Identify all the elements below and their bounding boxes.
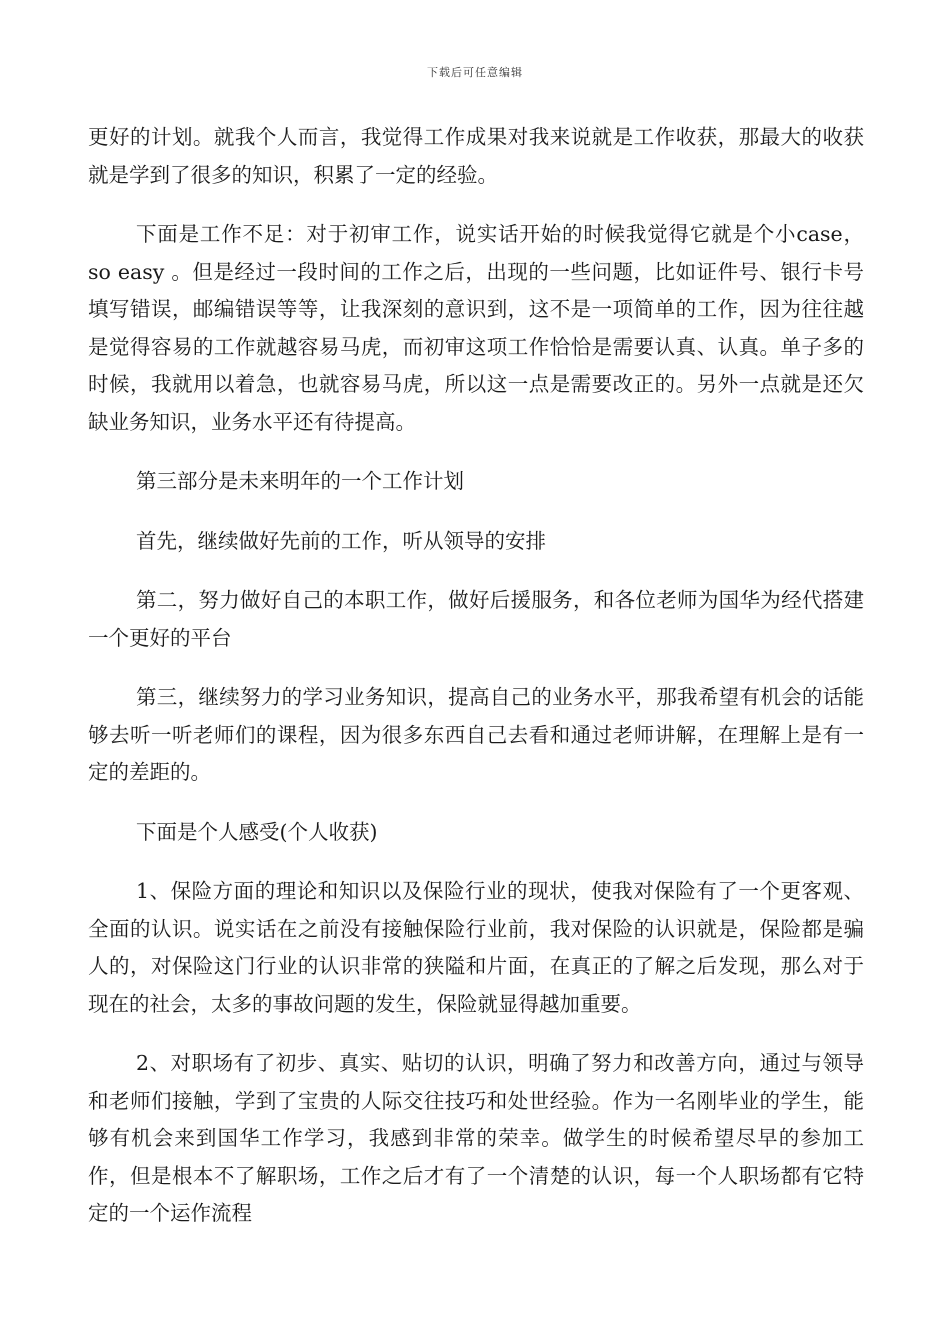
paragraph-4: 首先，继续做好先前的工作，听从领导的安排 (136, 528, 546, 553)
paragraph-7: 下面是个人感受(个人收获) (136, 819, 378, 844)
page-header-note: 下载后可任意编辑 (427, 66, 523, 79)
paragraph-9: 2、对职场有了初步、真实、贴切的认识，明确了努力和改善方向，通过与领导和老师们接触，学到了宝贵的人际交往技巧和处世经验。作为一名刚毕业的学生，能够有机会来到国华工作学习，我感到非常的荣幸。做学生的时候希望尽早的参加工作，但是根本不了解职场，工作之后才有了一个清楚的认识，每一个人职场都有它特定的一个运作流程 (88, 1051, 864, 1225)
paragraph-5: 第二，努力做好自己的本职工作，做好后援服务，和各位老师为国华为经代搭建一个更好的平台 (88, 588, 864, 650)
paragraph-2: 下面是工作不足：对于初审工作，说实话开始的时候我觉得它就是个小case， so easy 。但是经过一段时间的工作之后，出现的一些问题，比如证件号、银行卡号填写错误，邮编错误等等，让我深刻的意识到，这不是一项简单的工作，因为往往越是觉得容易的工作就越容易马虎，而初审这项工作恰恰是需要认真、认真。单子多的时候，我就用以着急，也就容易马虎，所以这一点是需要改正的。另外一点就是还欠缺业务知识，业务水平还有待提高。 (88, 222, 864, 434)
paragraph-8: 1、保险方面的理论和知识以及保险行业的现状，使我对保险有了一个更客观、全面的认识。说实话在之前没有接触保险行业前，我对保险的认识就是，保险都是骗人的，对保险这门行业的认识非常的狭隘和片面，在真正的了解之后发现，那么对于现在的社会，太多的事故问题的发生，保险就显得越加重要。 (88, 879, 864, 1016)
paragraph-1: 更好的计划。就我个人而言，我觉得工作成果对我来说就是工作收获，那最大的收获就是学到了很多的知识，积累了一定的经验。 (88, 125, 864, 187)
paragraph-3: 第三部分是未来明年的一个工作计划 (136, 469, 464, 493)
document-body (88, 119, 864, 1255)
paragraph-6: 第三，继续努力的学习业务知识，提高自己的业务水平，那我希望有机会的话能够去听一听老师们的课程，因为很多东西自己去看和通过老师讲解，在理解上是有一定的差距的。 (88, 685, 864, 784)
